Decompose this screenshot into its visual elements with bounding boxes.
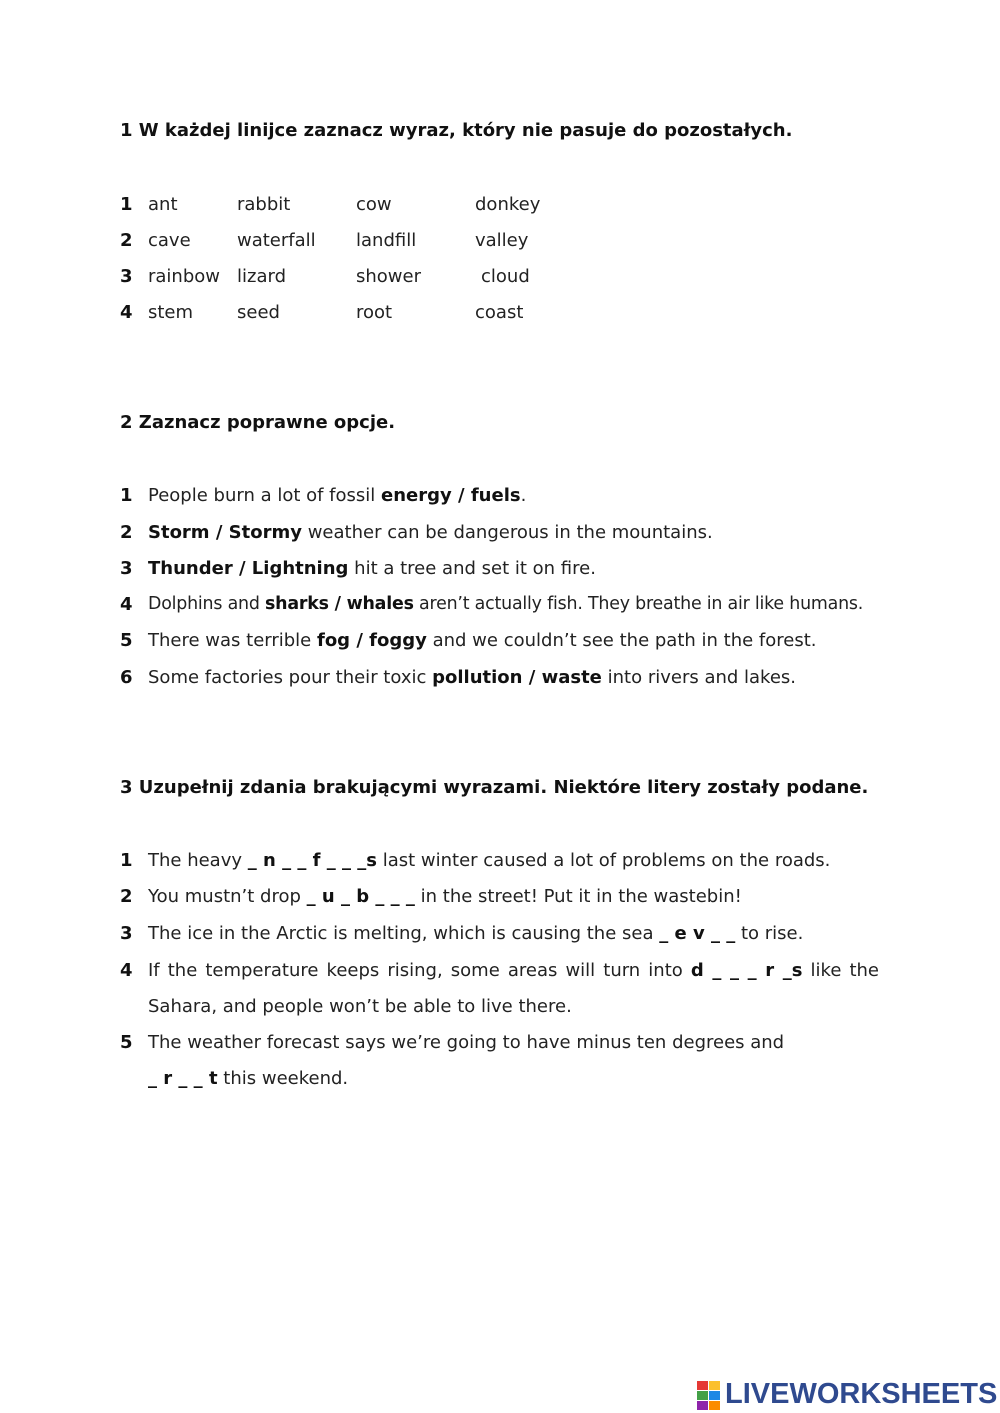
row-number: 3: [120, 266, 133, 287]
sentence-text: like the: [802, 960, 880, 981]
row-number: 1: [120, 194, 133, 215]
choice-options[interactable]: fog / foggy: [316, 630, 427, 651]
gap-word[interactable]: _ r _ _ t: [148, 1068, 218, 1089]
gap-word[interactable]: _ u _ b _ _ _: [306, 886, 415, 907]
word-option[interactable]: waterfall: [237, 230, 316, 251]
sentence-text: Some factories pour their toxic: [148, 667, 433, 688]
item-number: 6: [120, 667, 133, 688]
word-option[interactable]: shower: [356, 266, 421, 287]
word-option[interactable]: landfill: [356, 230, 417, 251]
sentence-text: Dolphins and: [148, 594, 266, 614]
item-number: 5: [120, 1032, 133, 1053]
item-sentence: [148, 886, 742, 907]
sentence-text: in the street! Put it in the wastebin!: [414, 886, 742, 907]
word-option[interactable]: valley: [475, 230, 529, 251]
item-sentence: [148, 522, 713, 543]
liveworksheets-logo: [697, 1378, 997, 1412]
sentence-text: If the temperature keeps rising, some areas will turn into: [148, 960, 691, 981]
word-option[interactable]: cave: [148, 230, 191, 251]
word-option[interactable]: rabbit: [237, 194, 291, 215]
choice-options[interactable]: pollution / waste: [432, 667, 602, 688]
sentence-text: The heavy: [148, 850, 248, 871]
item-number: 3: [120, 923, 133, 944]
sentence-text: You mustn’t drop: [148, 886, 307, 907]
word-option[interactable]: ant: [148, 194, 178, 215]
choice-options[interactable]: energy / fuels: [381, 485, 521, 506]
word-option[interactable]: root: [356, 302, 393, 323]
sentence-text: There was terrible: [148, 630, 317, 651]
item-number: 1: [120, 485, 133, 506]
word-option[interactable]: stem: [148, 302, 194, 323]
item-number: 3: [120, 558, 133, 579]
section1-heading: 1 W każdej linijce zaznacz wyraz, który nie pasuje do pozostałych.: [120, 120, 793, 141]
word-option[interactable]: donkey: [475, 194, 541, 215]
sentence-text: this weekend.: [217, 1068, 349, 1089]
item-sentence: [148, 923, 803, 944]
logo-text: LIVEWORKSHEETS: [725, 1378, 998, 1410]
sentence-text: to rise.: [735, 923, 804, 944]
choice-options[interactable]: Thunder / Lightning: [148, 558, 349, 579]
sentence-text: last winter caused a lot of problems on the roads.: [376, 850, 831, 871]
sentence-text: hit a tree and set it on fire.: [348, 558, 596, 579]
item-number: 5: [120, 630, 133, 651]
sentence-text: People burn a lot of fossil: [148, 485, 382, 506]
item-number: 1: [120, 850, 133, 871]
section2-heading: 2 Zaznacz poprawne opcje.: [120, 412, 396, 433]
sentence-text: and we couldn’t see the path in the forest.: [426, 630, 817, 651]
item-number: 2: [120, 522, 133, 543]
item-sentence: [148, 558, 596, 579]
word-option[interactable]: seed: [237, 302, 280, 323]
section3-heading: 3 Uzupełnij zdania brakującymi wyrazami. Niektóre litery zostały podane.: [120, 777, 869, 798]
item-sentence: [148, 960, 879, 981]
gap-word[interactable]: _ n _ _ f _ _ _s: [247, 850, 377, 871]
item-sentence: [148, 630, 817, 651]
sentence-text: into rivers and lakes.: [601, 667, 797, 688]
item-number: 4: [120, 594, 133, 615]
item-sentence: Sahara, and people won’t be able to live there.: [148, 996, 572, 1017]
item-sentence: [148, 850, 830, 871]
row-number: 4: [120, 302, 133, 323]
item-number: 2: [120, 886, 133, 907]
sentence-text: .: [520, 485, 527, 506]
sentence-text: weather can be dangerous in the mountains.: [301, 522, 713, 543]
sentence-text: aren’t actually fish. They breathe in air like humans.: [413, 594, 864, 614]
word-option[interactable]: cow: [356, 194, 392, 215]
item-number: 4: [120, 960, 133, 981]
word-option[interactable]: lizard: [237, 266, 286, 287]
item-sentence: [148, 667, 796, 688]
item-sentence: [148, 485, 526, 506]
row-number: 2: [120, 230, 133, 251]
choice-options[interactable]: sharks / whales: [265, 594, 414, 614]
item-sentence: [148, 1068, 348, 1089]
word-option[interactable]: cloud: [481, 266, 530, 287]
item-sentence: The weather forecast says we’re going to have minus ten degrees and: [148, 1032, 785, 1053]
word-option[interactable]: coast: [475, 302, 524, 323]
gap-word[interactable]: d _ _ _ r _s: [690, 960, 803, 981]
item-sentence: [148, 594, 863, 614]
sentence-text: The ice in the Arctic is melting, which is causing the sea: [148, 923, 660, 944]
word-option[interactable]: rainbow: [148, 266, 220, 287]
logo-mark-icon: [697, 1381, 721, 1411]
gap-word[interactable]: _ e v _ _: [659, 923, 736, 944]
choice-options[interactable]: Storm / Stormy: [148, 522, 302, 543]
